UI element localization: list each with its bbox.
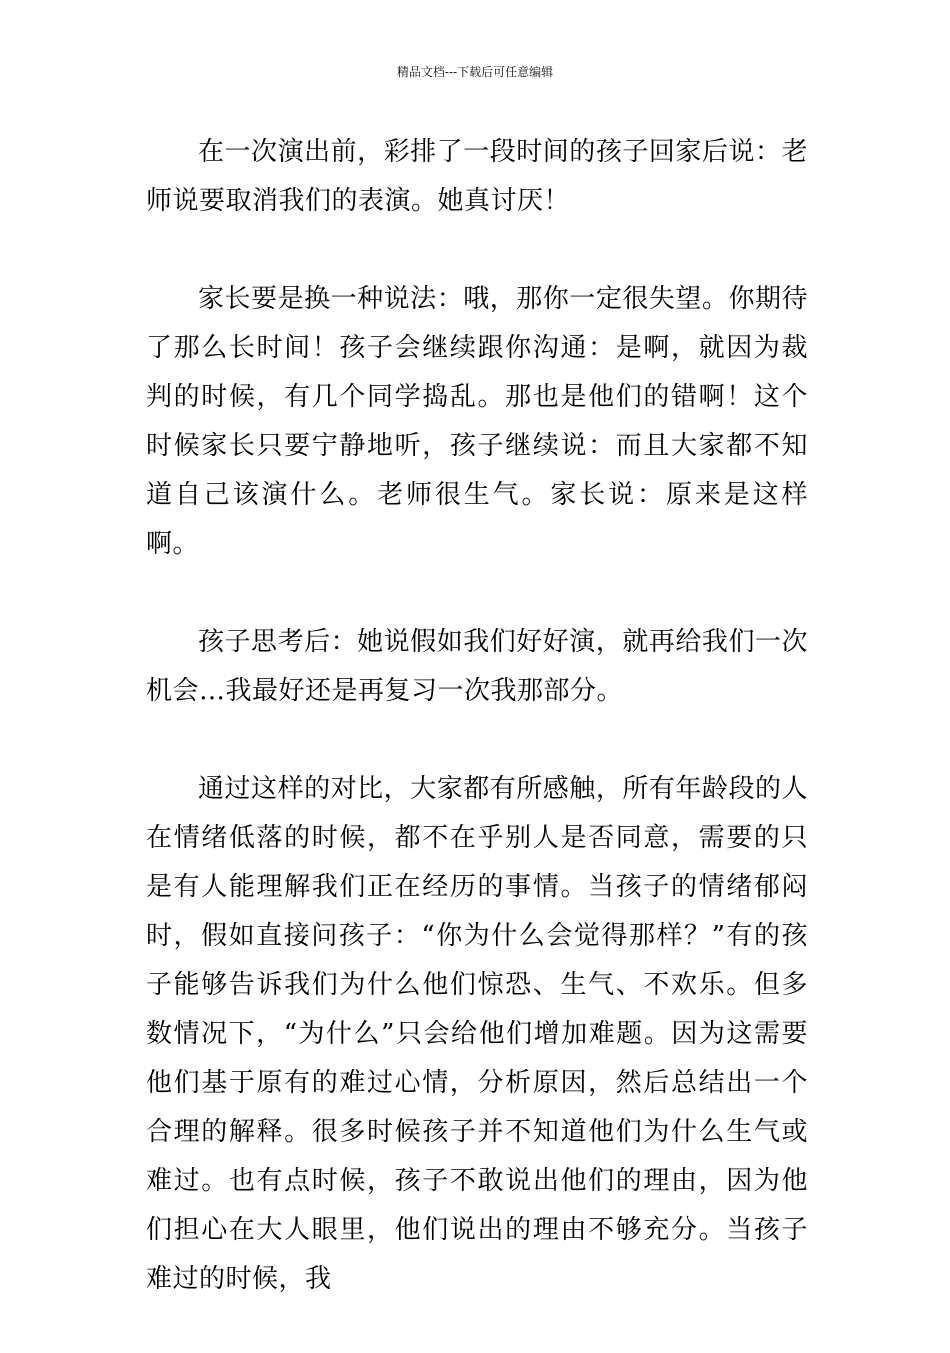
paragraph-3: 孩子思考后：她说假如我们好好演，就再给我们一次机会…我最好还是再复习一次我那部分。 — [146, 627, 808, 706]
page-header: 精品文档---下载后可任意编辑 — [396, 65, 554, 79]
paragraph-1: 在一次演出前，彩排了一段时间的孩子回家后说：老师说要取消我们的表演。她真讨厌！ — [146, 137, 808, 216]
paragraph-2: 家长要是换一种说法：哦，那你一定很失望。你期待了那么长时间！孩子会继续跟你沟通：是啊，就因为裁判的时候，有几个同学捣乱。那也是他们的错啊！这个时候家长只要宁静地听，孩子继续说：而且大家都不知道自己该演什么。老师很生气。家长说：原来是这样啊。 — [146, 284, 808, 559]
paragraph-4: 通过这样的对比，大家都有所感触，所有年龄段的人在情绪低落的时候，都不在乎别人是否同意，需要的只是有人能理解我们正在经历的事情。当孩子的情绪郁闷时，假如直接问孩子：“你为什么会觉得那样？”有的孩子能够告诉我们为什么他们惊恐、生气、不欢乐。但多数情况下，“为什么”只会给他们增加难题。因为这需要他们基于原有的难过心情，分析原因，然后总结出一个合理的解释。很多时候孩子并不知道他们为什么生气或难过。也有点时候，孩子不敢说出他们的理由，因为他们担心在大人眼里，他们说出的理由不够充分。当孩子难过的时候，我 — [146, 774, 808, 1294]
document-body — [146, 128, 808, 1353]
